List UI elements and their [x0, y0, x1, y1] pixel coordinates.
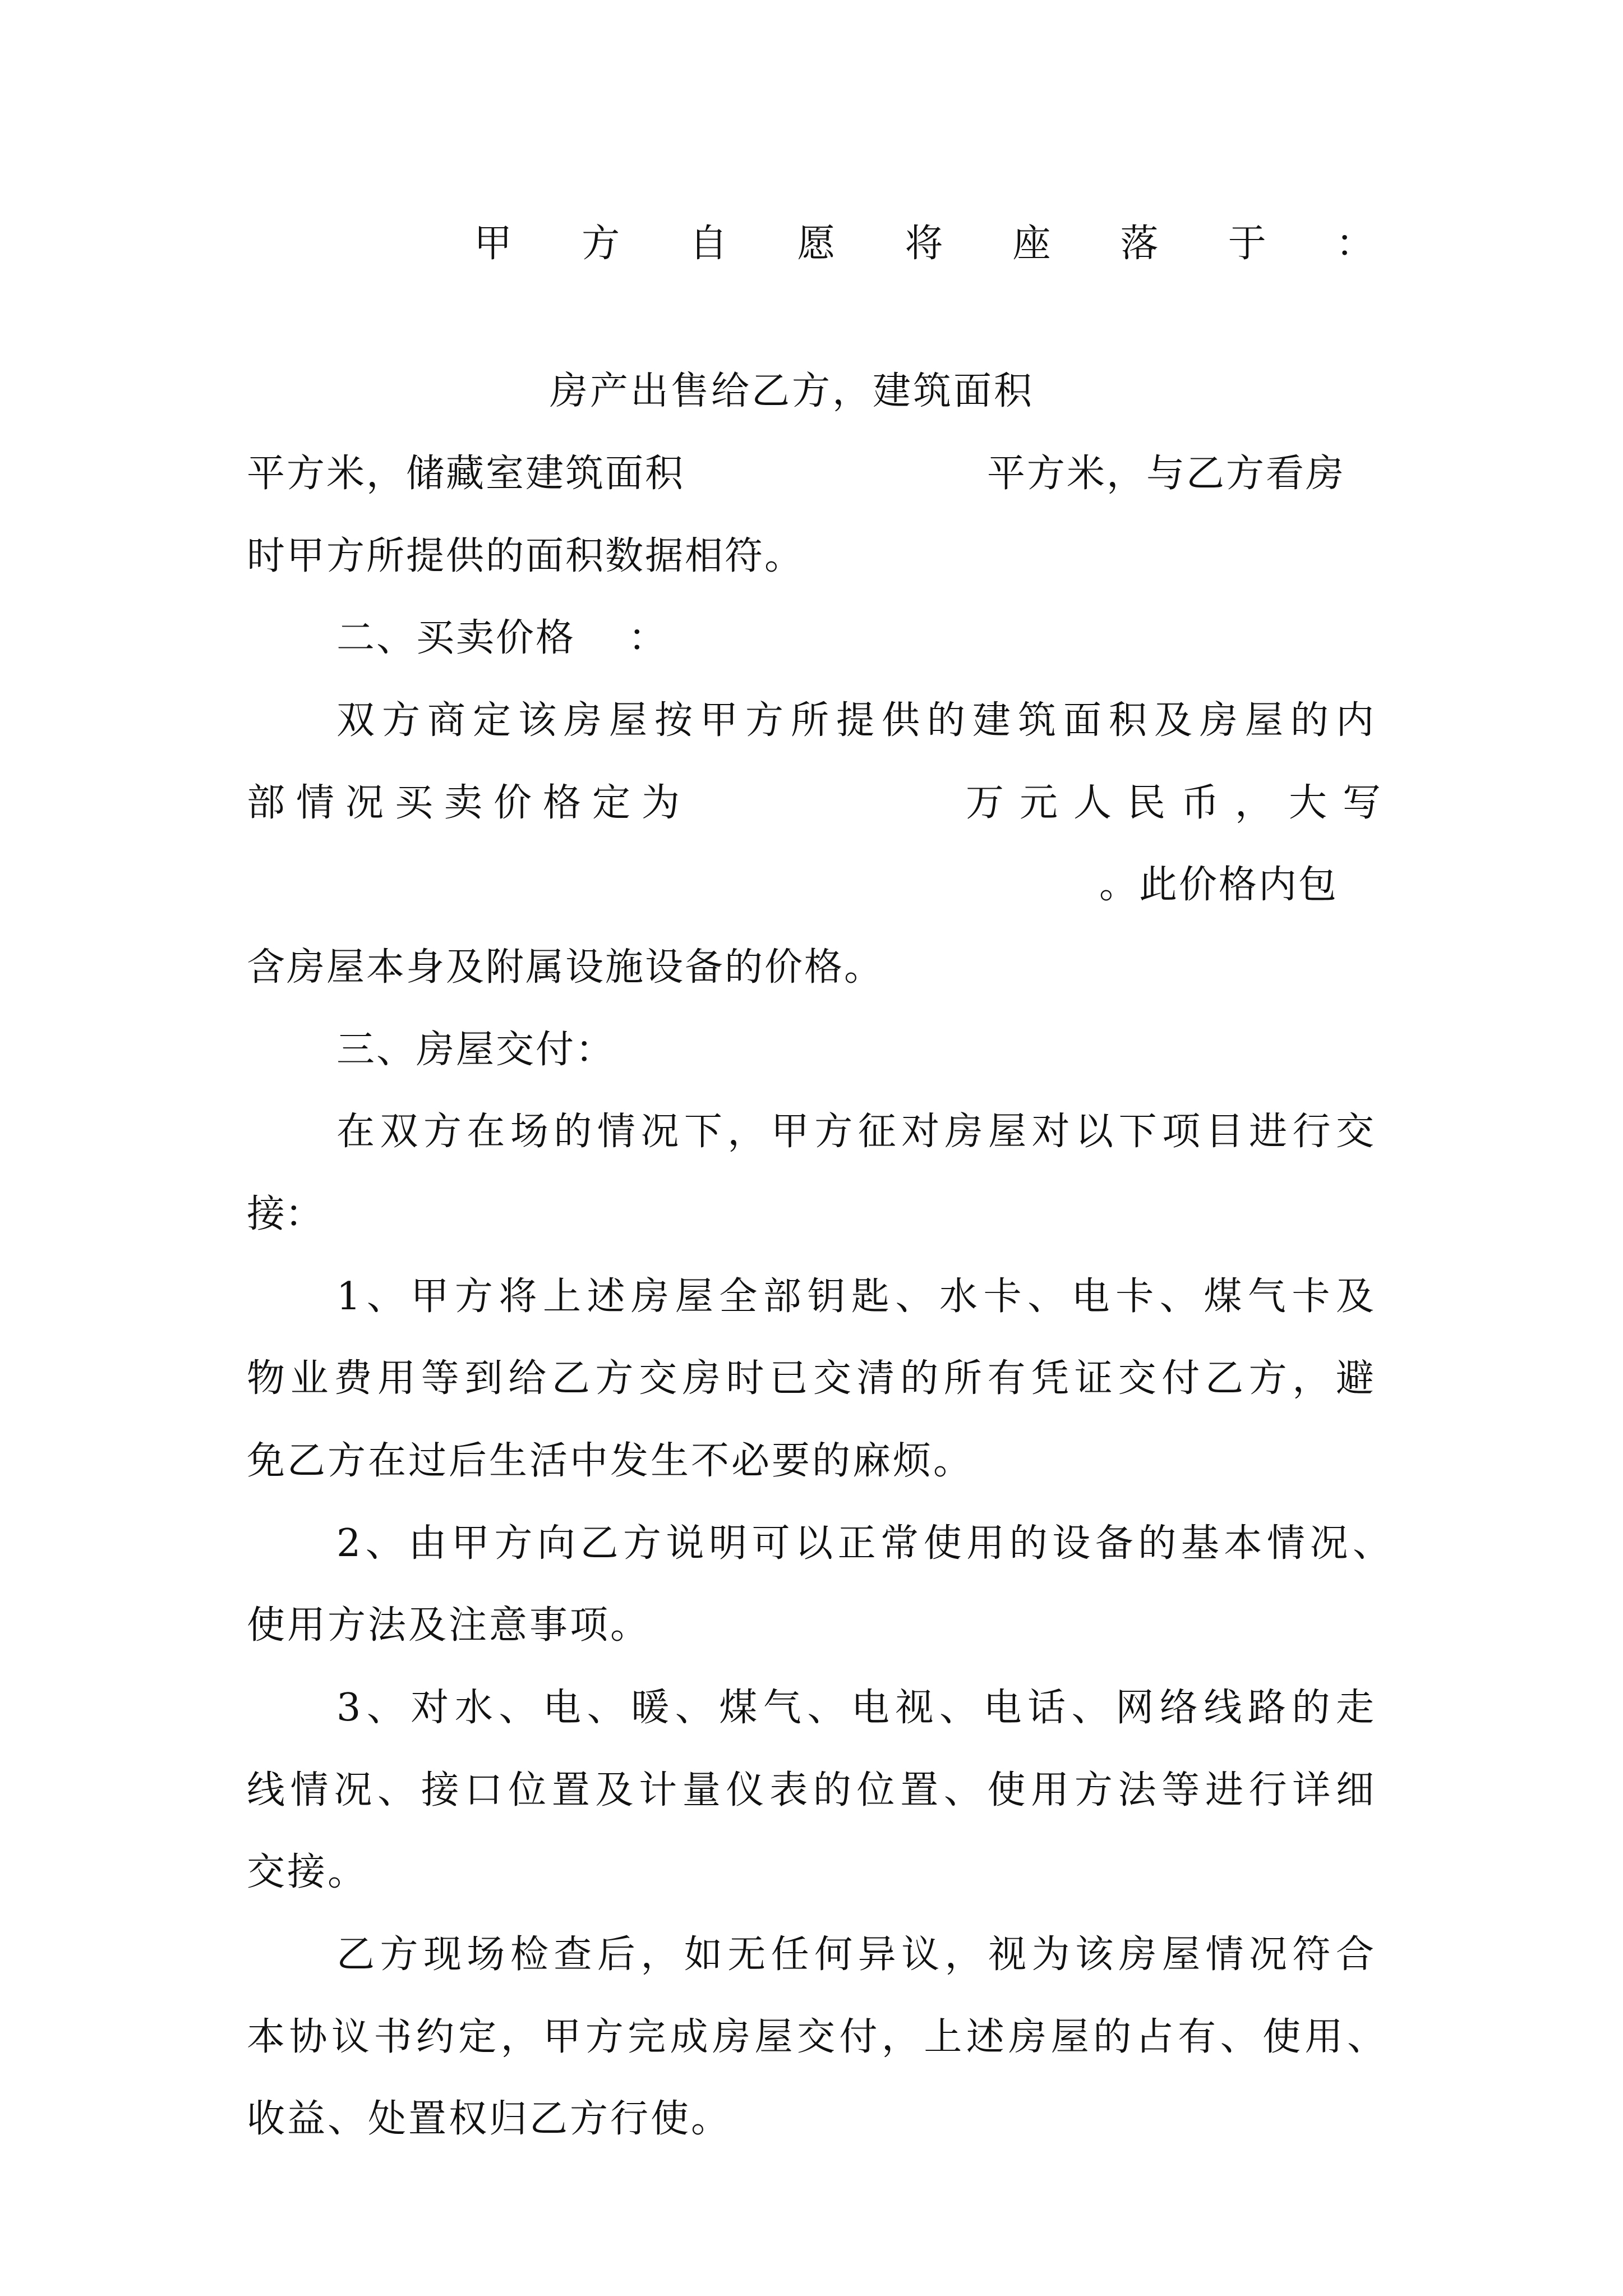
item2-line-1: 2、由甲方向乙方说明可以正常使用的设备的基本情况、	[336, 1521, 1391, 1566]
item3-line-3: 交接。	[247, 1850, 368, 1894]
final-para-line-3: 收益、处置权归乙方行使。	[247, 2097, 732, 2141]
item3-line-2: 线情况、接口位置及计量仪表的位置、使用方法等进行详细	[247, 1768, 1374, 1812]
spaced-char: 自	[689, 222, 728, 266]
section2-para-line-2b: 万元人民币，大写	[966, 781, 1397, 825]
intro-spaced-line	[474, 222, 1374, 266]
section3-para-line-1: 在双方在场的情况下，甲方征对房屋对以下项目进行交	[336, 1110, 1374, 1154]
spaced-char: 方	[582, 222, 620, 266]
final-para-line-2: 本协议书约定，甲方完成房屋交付，上述房屋的占有、使用、	[247, 2015, 1385, 2059]
item1-line-3: 免乙方在过后生活中发生不必要的麻烦。	[247, 1439, 974, 1483]
final-para-line-1: 乙方现场检查后，如无任何异议，视为该房屋情况符合	[336, 1932, 1374, 1977]
item1-line-2: 物业费用等到给乙方交房时已交清的所有凭证交付乙方，避	[247, 1356, 1374, 1401]
spaced-char: 愿	[797, 222, 836, 266]
section3-heading: 三、房屋交付：	[336, 1028, 616, 1072]
spaced-char: 座	[1012, 222, 1051, 266]
item2-line-2: 使用方法及注意事项。	[247, 1603, 651, 1648]
section2-para-line-3: 。此价格内包	[1099, 863, 1339, 907]
intro-line-2: 房产出售给乙方，建筑面积	[550, 369, 1035, 413]
section3-para-line-1-cont: 接：	[247, 1192, 324, 1236]
spaced-char: ：	[1335, 222, 1374, 266]
intro-line-3a: 平方米，储藏室建筑面积	[247, 452, 685, 496]
section2-para-line-1: 双方商定该房屋按甲方所提供的建筑面积及房屋的内	[336, 698, 1374, 743]
section2-heading: 二、买卖价格	[336, 616, 576, 660]
spaced-char: 将	[905, 222, 943, 266]
spaced-char: 落	[1120, 222, 1159, 266]
intro-line-4: 时甲方所提供的面积数据相符。	[247, 534, 805, 578]
section2-heading-colon: ：	[628, 616, 667, 660]
spaced-char: 于	[1228, 222, 1266, 266]
item3-line-1: 3、对水、电、暖、煤气、电视、电话、网络线路的走	[336, 1686, 1374, 1730]
section2-para-line-4: 含房屋本身及附属设施设备的价格。	[247, 945, 884, 990]
spaced-char: 甲	[474, 222, 513, 266]
section2-para-line-2a: 部情况买卖价格定为	[247, 781, 691, 825]
item1-line-1: 1、甲方将上述房屋全部钥匙、水卡、电卡、煤气卡及	[336, 1274, 1374, 1319]
intro-line-3b: 平方米，与乙方看房	[987, 452, 1346, 496]
